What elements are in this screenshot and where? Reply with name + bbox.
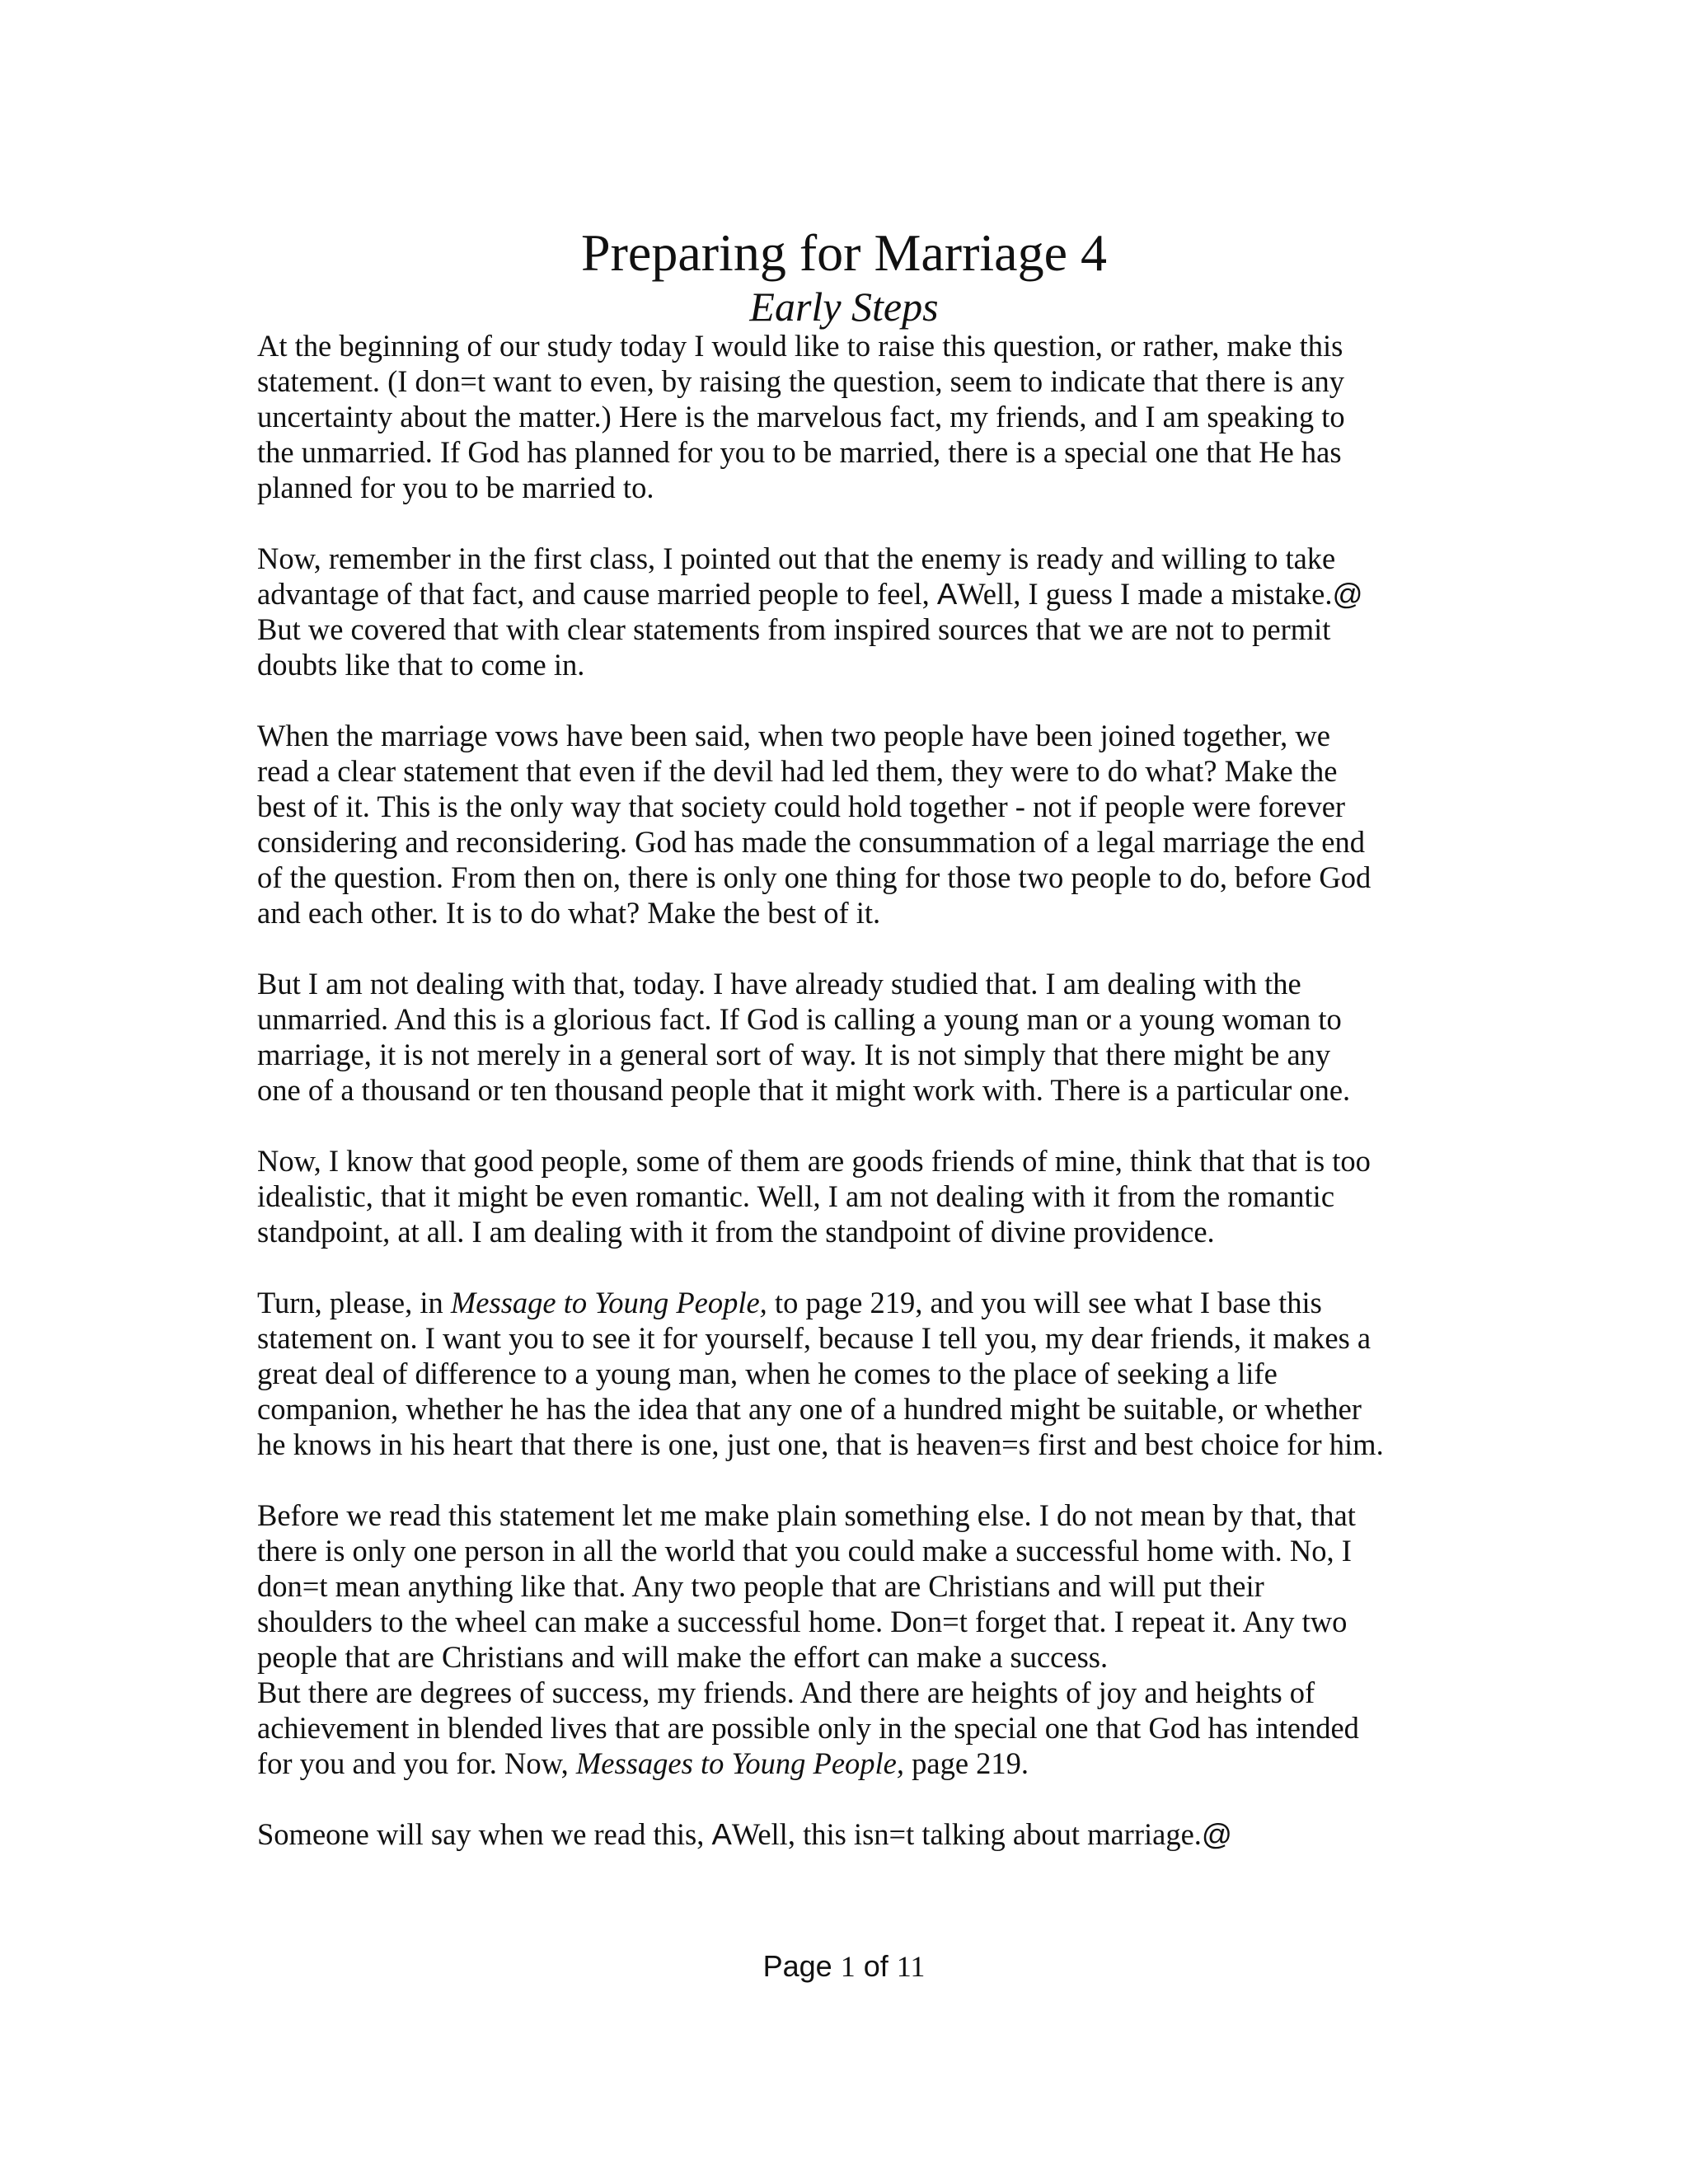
text-line: idealistic, that it might be even romantic. Well, I am not dealing with it from the romantic bbox=[257, 1179, 1335, 1213]
text-line: the unmarried. If God has planned for you to be married, there is a special one that He has bbox=[257, 435, 1342, 469]
text-line: marriage, it is not merely in a general sort of way. It is not simply that there might be any bbox=[257, 1038, 1331, 1071]
open-quote-glyph: A bbox=[711, 1817, 732, 1851]
book-title-citation: Messages to Young People, bbox=[575, 1746, 905, 1780]
paragraph-5 bbox=[257, 1143, 1461, 1249]
document-body bbox=[257, 328, 1461, 1887]
close-quote-glyph: @ bbox=[1201, 1817, 1232, 1851]
book-title-citation: Message to Young People, bbox=[450, 1286, 767, 1319]
text-line: But there are degrees of success, my friends. And there are heights of joy and heights of bbox=[257, 1675, 1315, 1709]
text-line: achievement in blended lives that are possible only in the special one that God has intended bbox=[257, 1711, 1359, 1745]
text-line: At the beginning of our study today I would like to raise this question, or rather, make this bbox=[257, 329, 1343, 363]
text-line: standpoint, at all. I am dealing with it from the standpoint of divine providence. bbox=[257, 1215, 1215, 1249]
text-line: Before we read this statement let me make plain something else. I do not mean by that, that bbox=[257, 1498, 1356, 1532]
text-run: for you and you for. Now, bbox=[257, 1746, 576, 1780]
text-line bbox=[257, 576, 1461, 612]
text-run: advantage of that fact, and cause married people to feel, bbox=[257, 577, 937, 611]
paragraph-6 bbox=[257, 1285, 1461, 1462]
text-run: Someone will say when we read this, bbox=[257, 1817, 712, 1851]
page-label: Page bbox=[762, 1949, 841, 1983]
text-line bbox=[257, 1816, 1461, 1852]
paragraph-4 bbox=[257, 966, 1461, 1108]
text-line: considering and reconsidering. God has made the consummation of a legal marriage the end bbox=[257, 825, 1365, 859]
text-line: he knows in his heart that there is one, just one, that is heaven=s first and best choice for him. bbox=[257, 1427, 1384, 1461]
paragraph-8 bbox=[257, 1675, 1461, 1781]
document-title: Preparing for Marriage 4 bbox=[581, 223, 1107, 282]
paragraph-3 bbox=[257, 718, 1461, 930]
text-line: doubts like that to come in. bbox=[257, 648, 585, 682]
page-footer bbox=[0, 1948, 1688, 1985]
text-run: Well, this isn=t talking about marriage. bbox=[731, 1817, 1202, 1851]
text-line: When the marriage vows have been said, when two people have been joined together, we bbox=[257, 719, 1330, 752]
text-line: Now, I know that good people, some of them are goods friends of mine, think that that is too bbox=[257, 1144, 1371, 1178]
total-pages: 11 bbox=[896, 1950, 926, 1983]
text-line: read a clear statement that even if the devil had led them, they were to do what? Make the bbox=[257, 754, 1338, 788]
text-line: unmarried. And this is a glorious fact. If God is calling a young man or a young woman to bbox=[257, 1002, 1342, 1036]
text-run: to page 219, and you will see what I base this bbox=[767, 1286, 1322, 1319]
paragraph-2 bbox=[257, 541, 1461, 682]
close-quote-glyph: @ bbox=[1332, 577, 1363, 611]
text-run: Turn, please, in bbox=[257, 1286, 451, 1319]
paragraph-1 bbox=[257, 328, 1461, 505]
text-line: don=t mean anything like that. Any two people that are Christians and will put their bbox=[257, 1569, 1264, 1603]
text-line: best of it. This is the only way that society could hold together - not if people were forever bbox=[257, 790, 1346, 823]
text-line: statement. (I don=t want to even, by raising the question, seem to indicate that there is any bbox=[257, 364, 1345, 398]
text-line: great deal of difference to a young man, when he comes to the place of seeking a life bbox=[257, 1357, 1278, 1390]
paragraph-7 bbox=[257, 1497, 1461, 1675]
text-run: page 219. bbox=[904, 1746, 1029, 1780]
text-line bbox=[257, 1746, 1461, 1781]
text-line: But we covered that with clear statements from inspired sources that we are not to permit bbox=[257, 612, 1331, 646]
text-line: statement on. I want you to see it for yourself, because I tell you, my dear friends, it makes a bbox=[257, 1321, 1372, 1355]
text-line: shoulders to the wheel can make a successful home. Don=t forget that. I repeat it. Any two bbox=[257, 1605, 1348, 1638]
text-line: people that are Christians and will make the effort can make a success. bbox=[257, 1640, 1109, 1674]
text-line: and each other. It is to do what? Make the best of it. bbox=[257, 896, 881, 930]
text-line: But I am not dealing with that, today. I have already studied that. I am dealing with the bbox=[257, 967, 1301, 1001]
text-line: planned for you to be married to. bbox=[257, 471, 654, 504]
document-subtitle: Early Steps bbox=[749, 284, 939, 330]
text-line: of the question. From then on, there is only one thing for those two people to do, before God bbox=[257, 860, 1372, 894]
text-line bbox=[257, 1285, 1461, 1320]
text-run: Well, I guess I made a mistake. bbox=[957, 577, 1333, 611]
text-line: one of a thousand or ten thousand people that it might work with. There is a particular one. bbox=[257, 1073, 1351, 1107]
text-line: uncertainty about the matter.) Here is the marvelous fact, my friends, and I am speaking to bbox=[257, 400, 1345, 434]
of-label: of bbox=[855, 1949, 897, 1983]
paragraph-9 bbox=[257, 1816, 1461, 1852]
open-quote-glyph: A bbox=[936, 577, 958, 611]
page-number: 1 bbox=[840, 1950, 856, 1983]
text-line: companion, whether he has the idea that any one of a hundred might be suitable, or whether bbox=[257, 1392, 1362, 1426]
text-line: there is only one person in all the world that you could make a successful home with. No, I bbox=[257, 1534, 1352, 1568]
text-line: Now, remember in the first class, I pointed out that the enemy is ready and willing to take bbox=[257, 541, 1336, 575]
